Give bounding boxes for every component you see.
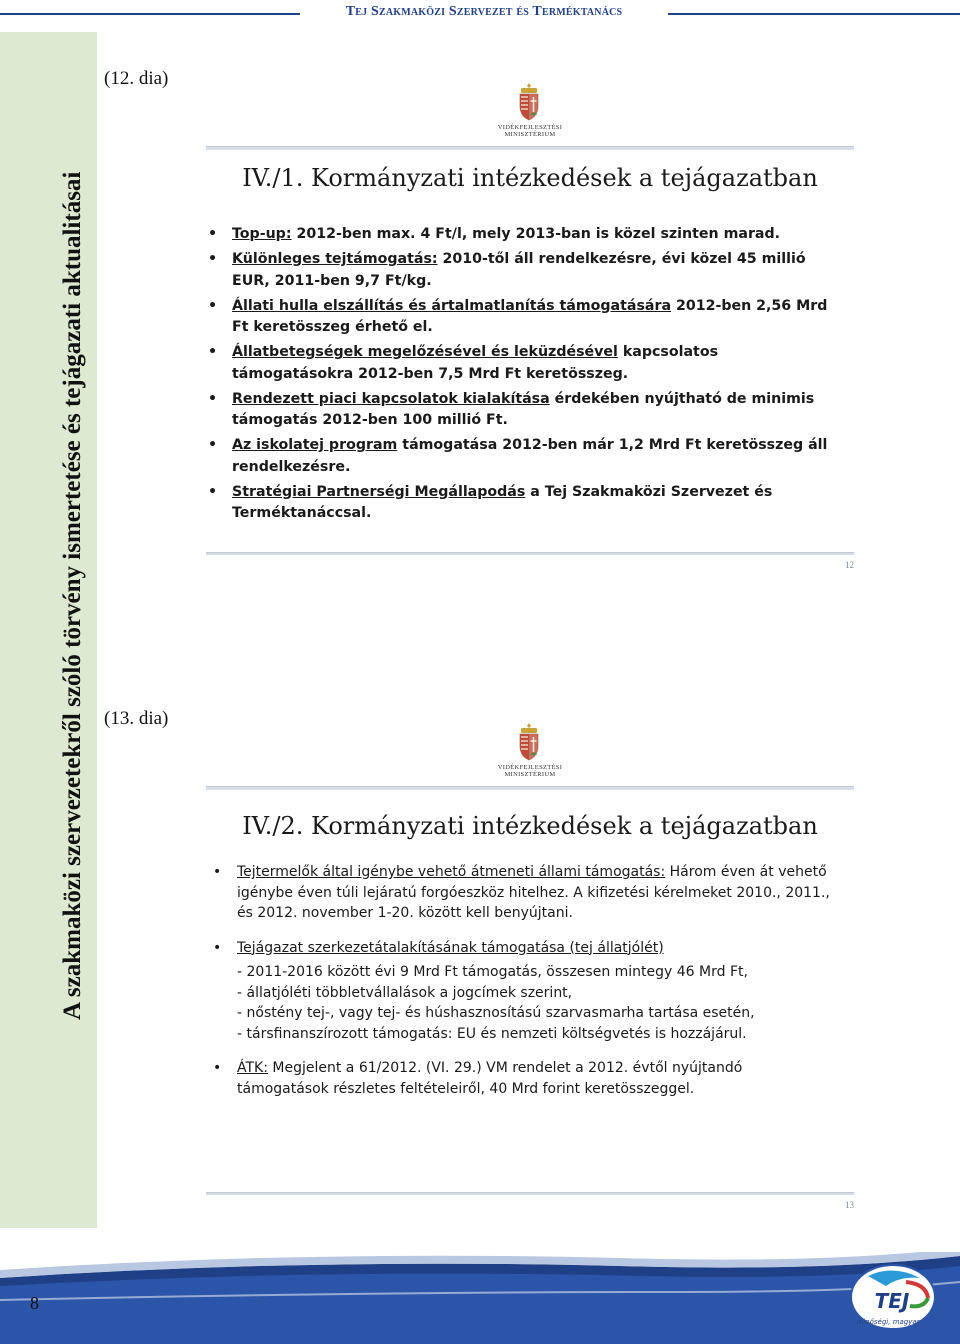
slide-bullet [237, 1058, 837, 1099]
bullet-text: Három éven át vehető igénybe éven túli lejáratú forgóeszköz hitelhez. A kifizetési kérelmeket 2010., 2011., és 2012. november 1-20. között kell benyújtani. [237, 864, 830, 921]
slide-bullet [232, 249, 844, 292]
caption-slide-13: (13. dia) [104, 708, 169, 729]
slide-bottom-rule [206, 1192, 854, 1195]
slide-bullet [232, 435, 844, 478]
bullet-text: Megjelent a 61/2012. (VI. 29.) VM rendelet a 2012. évtől nyújtandó támogatások részletes feltételeiről, 40 Mrd forint keretösszeggel. [237, 1060, 743, 1097]
side-title: A szakmaközi szervezetekről szóló törvény ismertetése és tejágazati aktualitásai [59, 171, 86, 1020]
header-title: Tej Szakmaközi Szervezet és Terméktanács [345, 4, 623, 19]
coat-of-arms-icon [514, 82, 544, 122]
bullet-lead: ÁTK: [237, 1060, 268, 1076]
bullet-text: a Tej Szakmaközi Szervezet és Terméktanáccsal. [232, 483, 773, 521]
coat-of-arms-icon [514, 722, 544, 762]
slide-title: IV./1. Kormányzati intézkedések a tejágazatban [242, 164, 818, 192]
bullet-text: támogatása 2012-ben már 1,2 Mrd Ft keretösszeg áll rendelkezésre. [232, 437, 828, 475]
page-number: 8 [30, 1293, 39, 1313]
slide-bullet [237, 862, 837, 924]
bullet-sub-item: - társfinanszírozott támogatás: EU és nemzeti költségvetés is hozzájárul. [237, 1025, 747, 1042]
slide-bullet [232, 389, 844, 432]
bullet-text: 2010-től áll rendelkezésre, évi közel 45 millió EUR, 2011-ben 9,7 Ft/kg. [232, 251, 806, 289]
tej-logo-icon [848, 1262, 938, 1332]
slide-bullet [232, 296, 844, 339]
caption-slide-12: (12. dia) [104, 68, 169, 89]
logo-slogan: minőségi, magyar [856, 1318, 920, 1326]
bullet-lead: Állati hulla elszállítás és ártalmatlanítás támogatására [232, 297, 672, 314]
bullet-lead: Tejágazat szerkezetátalakításának támogatása (tej állatjólét) [237, 939, 664, 956]
slide-number: 12 [845, 560, 854, 570]
bullet-sub-item: - 2011-2016 között évi 9 Mrd Ft támogatás, összesen mintegy 46 Mrd Ft, [237, 964, 748, 980]
bullet-text: 2012-ben 2,56 Mrd Ft keretösszeg érhető el. [232, 297, 828, 335]
bullet-sub-item: - állatjóléti többletvállalások a jogcímek szerint, [237, 984, 573, 1001]
header-rule-right [668, 13, 960, 15]
slide-bullet-list [237, 862, 837, 1099]
slide-bullet [232, 342, 844, 385]
bullet-lead: Tejtermelők által igénybe vehető átmeneti állami támogatás: [237, 864, 666, 880]
slide-bullet [237, 938, 837, 1045]
slide-top-rule [206, 146, 854, 150]
bullet-lead: Az iskolatej program [232, 437, 398, 453]
header-rule-left [0, 13, 300, 15]
logo-text: TEJ [874, 1289, 910, 1313]
slide-number: 13 [845, 1200, 854, 1210]
bullet-text: 2012-ben max. 4 Ft/l, mely 2013-ban is közel szinten marad. [291, 226, 781, 242]
bullet-text: kapcsolatos támogatásokra 2012-ben 7,5 Mrd Ft keretösszeg. [232, 344, 719, 382]
slide-12 [200, 78, 860, 578]
slide-bullet-list [232, 224, 844, 528]
slide-13 [200, 718, 860, 1218]
slide-bullet [232, 224, 844, 246]
bullet-lead: Rendezett piaci kapcsolatok kialakítása [232, 390, 550, 407]
bullet-lead: Top-up: [232, 226, 292, 242]
slide-bullet [232, 482, 844, 525]
ministry-name: VIDÉKFEJLESZTÉSI MINISZTÉRIUM [497, 124, 563, 138]
ministry-name: VIDÉKFEJLESZTÉSI MINISZTÉRIUM [497, 764, 563, 778]
bullet-text: érdekében nyújtható de minimis támogatás 2012-ben 100 millió Ft. [232, 390, 815, 428]
footer-wave [0, 1252, 960, 1344]
slide-title: IV./2. Kormányzati intézkedések a tejágazatban [242, 812, 818, 840]
bullet-lead: Különleges tejtámogatás: [232, 251, 438, 267]
bullet-lead: Állatbetegségek megelőzésével és leküzdésével [232, 344, 618, 360]
bullet-sub-item: - nőstény tej-, vagy tej- és húshasznosítású szarvasmarha tartása esetén, [237, 1005, 755, 1021]
slide-bottom-rule [206, 552, 854, 555]
bullet-lead: Stratégiai Partnerségi Megállapodás [232, 483, 526, 500]
slide-top-rule [206, 786, 854, 790]
